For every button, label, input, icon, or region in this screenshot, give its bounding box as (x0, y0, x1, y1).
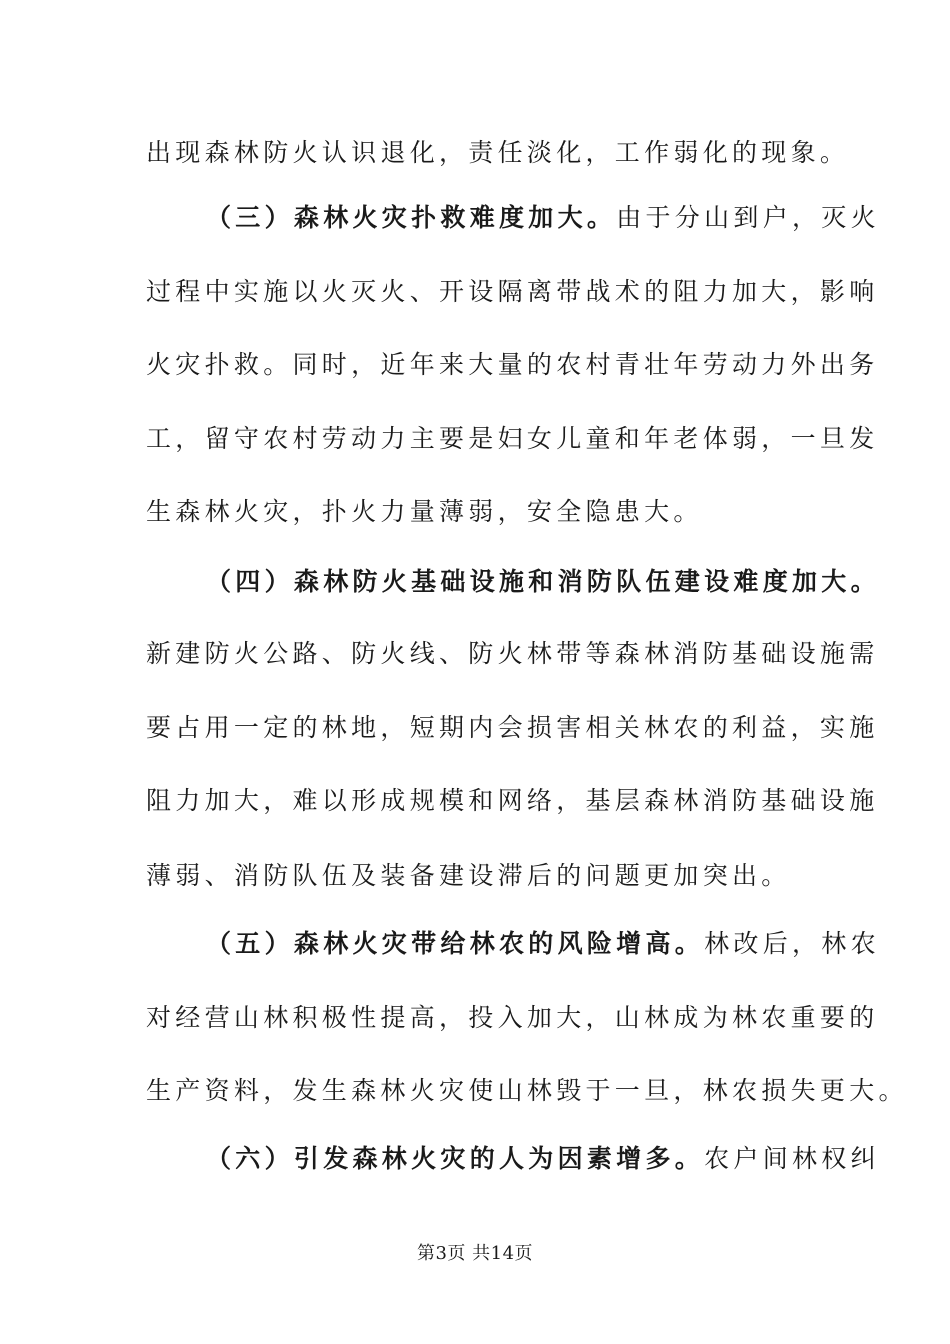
line-text: 生产资料，发生森林火灾使山林毁于一旦，林农损失更大。 (146, 1076, 908, 1105)
body-line (146, 783, 879, 819)
line-text: 新建防火公路、防火线、防火林带等森林消防基础设施需 (146, 639, 879, 668)
body-line (146, 494, 806, 530)
line-text: 由于分山到户，灭火 (616, 203, 880, 232)
body-line (146, 858, 806, 894)
section-heading-four: （四）森林防火基础设施和消防队伍建设难度加大。 (206, 567, 880, 596)
body-line (146, 421, 879, 457)
line-text: 薄弱、消防队伍及装备建设滞后的问题更加突出。 (146, 861, 791, 890)
line-text: 出现森林防火认识退化，责任淡化，工作弱化的现象。 (146, 138, 850, 167)
section-heading-line (206, 200, 880, 236)
section-heading-six: （六）引发森林火灾的人为因素增多。 (206, 1144, 705, 1173)
page-number-footer: 第3页 共14页 (416, 1243, 534, 1264)
section-heading-line (206, 926, 880, 962)
body-line (146, 135, 850, 171)
section-heading-five: （五）森林火灾带给林农的风险增高。 (206, 929, 705, 958)
line-text: 阻力加大，难以形成规模和网络，基层森林消防基础设施 (146, 786, 879, 815)
body-line (146, 636, 879, 672)
body-line (146, 710, 879, 746)
line-text: 林改后，林农 (704, 929, 880, 958)
body-line (146, 1073, 908, 1109)
body-line (146, 347, 879, 383)
line-text: 对经营山林积极性提高，投入加大，山林成为林农重要的 (146, 1003, 879, 1032)
line-text: 要占用一定的林地，短期内会损害相关林农的利益，实施 (146, 713, 879, 742)
body-line (146, 274, 879, 310)
section-heading-line (206, 1141, 880, 1177)
section-heading-line (206, 564, 880, 600)
section-heading-three: （三）森林火灾扑救难度加大。 (206, 203, 617, 232)
body-line (146, 1000, 879, 1036)
line-text: 火灾扑救。同时，近年来大量的农村青壮年劳动力外出务 (146, 350, 879, 379)
line-text: 农户间林权纠 (704, 1144, 880, 1173)
line-text: 生森林火灾，扑火力量薄弱，安全隐患大。 (146, 497, 703, 526)
line-text: 工，留守农村劳动力主要是妇女儿童和年老体弱，一旦发 (146, 424, 879, 453)
line-text: 过程中实施以火灭火、开设隔离带战术的阻力加大，影响 (146, 277, 879, 306)
